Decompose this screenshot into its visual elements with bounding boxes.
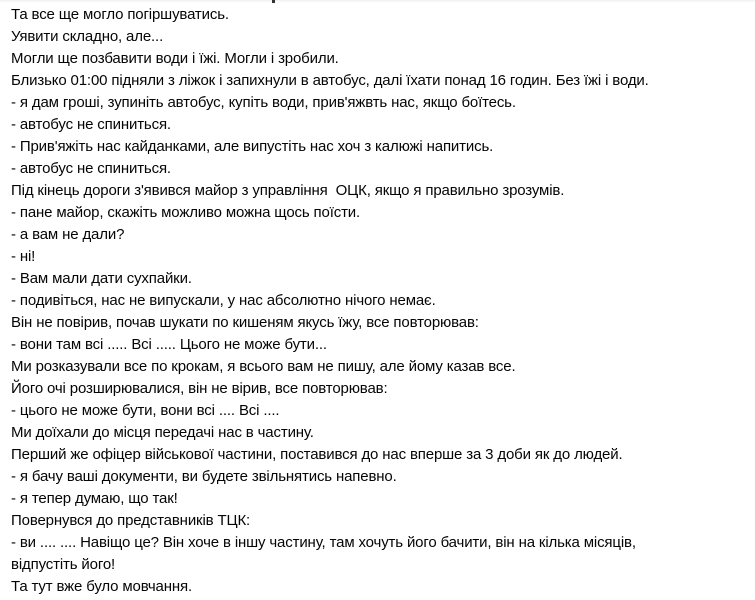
post-line: - а вам не дали? [11, 226, 125, 243]
post-line: Та тут вже було мовчання. [11, 578, 192, 595]
clipped-descender-fragment [272, 0, 275, 3]
post-line: - Вам мали дати сухпайки. [11, 270, 192, 287]
clipped-top-edge [0, 0, 755, 3]
post-line: - я бачу ваші документи, ви будете звільнятись напевно. [11, 468, 397, 485]
post-line: - ні! [11, 248, 36, 265]
post-line: Повернувся до представників ТЦК: [11, 512, 251, 529]
post-line: - автобус не спиниться. [11, 116, 171, 133]
post-line: - Прив'яжіть нас кайданками, але випустіть нас хоч з калюжі напитись. [11, 138, 494, 155]
post-line: Його очі розширювалися, він не вірив, все повторював: [11, 380, 388, 397]
post-line: Під кінець дороги з'явився майор з управління ОЦК, якщо я правильно зрозумів. [11, 182, 565, 199]
post-line: Перший же офіцер військової частини, поставився до нас вперше за 3 доби як до людей. [11, 446, 623, 463]
post-line: - я тепер думаю, що так! [11, 490, 178, 507]
post-line: - автобус не спиниться. [11, 160, 171, 177]
post-line: - вони там всі ..... Всі ..... Цього не може бути... [11, 336, 327, 353]
post-line: Ми розказували все по крокам, я всього вам не пишу, але йому казав все. [11, 358, 516, 375]
post-line: Уявити складно, але... [11, 28, 164, 45]
post-line: Та все ще могло погіршуватись. [11, 6, 229, 23]
post-line: - цього не може бути, вони всі .... Всі .... [11, 402, 280, 419]
post-line: Ми доїхали до місця передачі нас в частину. [11, 424, 314, 441]
post-line: Могли ще позбавити води і їжі. Могли і зробили. [11, 50, 339, 67]
post-line: Близько 01:00 підняли з ліжок і запихнули в автобус, далі їхати понад 16 годин. Без їжі і води. [11, 72, 649, 89]
post-text-body [11, 4, 751, 598]
post-line: - подивіться, нас не випускали, у нас абсолютно нічого немає. [11, 292, 436, 309]
post-line: - пане майор, скажіть можливо можна щось поїсти. [11, 204, 361, 221]
post-line: - ви .... .... Навіщо це? Він хоче в іншу частину, там хочуть його бачити, він на кілька місяців, [11, 534, 636, 551]
post-line: відпустіть його! [11, 556, 116, 573]
post-line: Він не повірив, почав шукати по кишеням якусь їжу, все повторював: [11, 314, 479, 331]
post-line: - я дам гроші, зупиніть автобус, купіть води, прив'яжвть нас, якщо боїтесь. [11, 94, 516, 111]
